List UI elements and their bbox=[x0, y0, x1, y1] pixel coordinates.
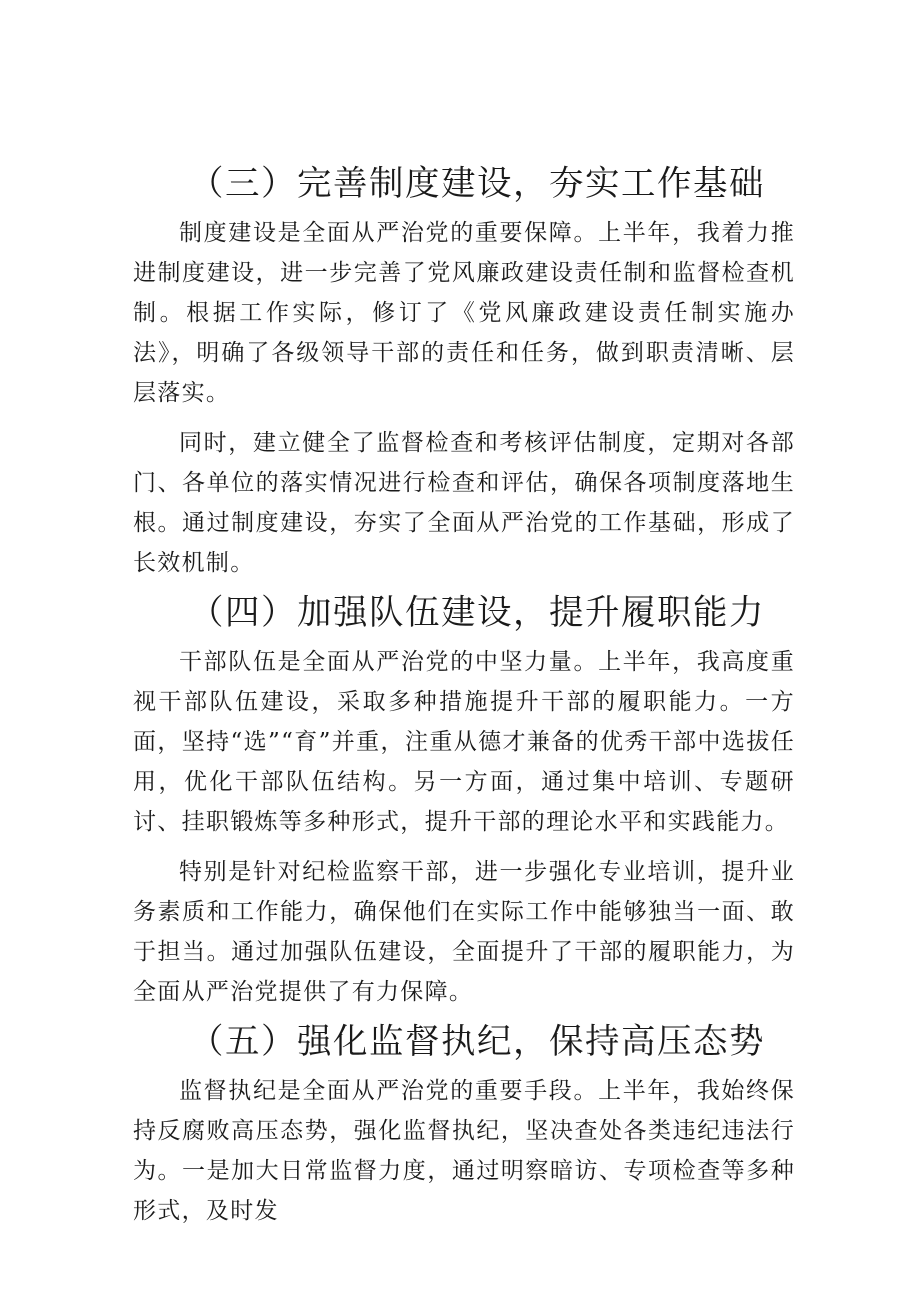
paragraph: 特别是针对纪检监察干部，进一步强化专业培训，提升业务素质和工作能力，确保他们在实际工作中能够独当一面、敢于担当。通过加强队伍建设，全面提升了干部的履职能力，为全面从严治党提供了有力保障。 bbox=[133, 859, 795, 1005]
section-heading-3: （三）完善制度建设，夯实工作基础 bbox=[189, 164, 765, 204]
paragraph: 干部队伍是全面从严治党的中坚力量。上半年，我高度重视干部队伍建设，采取多种措施提升干部的履职能力。一方面，坚持“选”“育”并重，注重从德才兼备的优秀干部中选拔任用，优化干部队伍结构。另一方面，通过集中培训、专题研讨、挂职锻炼等多种形式，提升干部的理论水平和实践能力。 bbox=[133, 649, 795, 835]
section-heading-4: （四）加强队伍建设，提升履职能力 bbox=[189, 593, 765, 633]
paragraph: 同时，建立健全了监督检查和考核评估制度，定期对各部门、各单位的落实情况进行检查和评估，确保各项制度落地生根。通过制度建设，夯实了全面从严治党的工作基础，形成了长效机制。 bbox=[133, 430, 795, 576]
document-body bbox=[133, 164, 795, 1231]
paragraph: 制度建设是全面从严治党的重要保障。上半年，我着力推进制度建设，进一步完善了党风廉政建设责任制和监督检查机制。根据工作实际，修订了《党风廉政建设责任制实施办法》，明确了各级领导干部的责任和任务，做到职责清晰、层层落实。 bbox=[133, 220, 795, 406]
paragraph: 监督执纪是全面从严治党的重要手段。上半年，我始终保持反腐败高压态势，强化监督执纪，坚决查处各类违纪违法行为。一是加大日常监督力度，通过明察暗访、专项检查等多种形式，及时发 bbox=[133, 1078, 795, 1224]
section-heading-5: （五）强化监督执纪，保持高压态势 bbox=[189, 1022, 765, 1062]
